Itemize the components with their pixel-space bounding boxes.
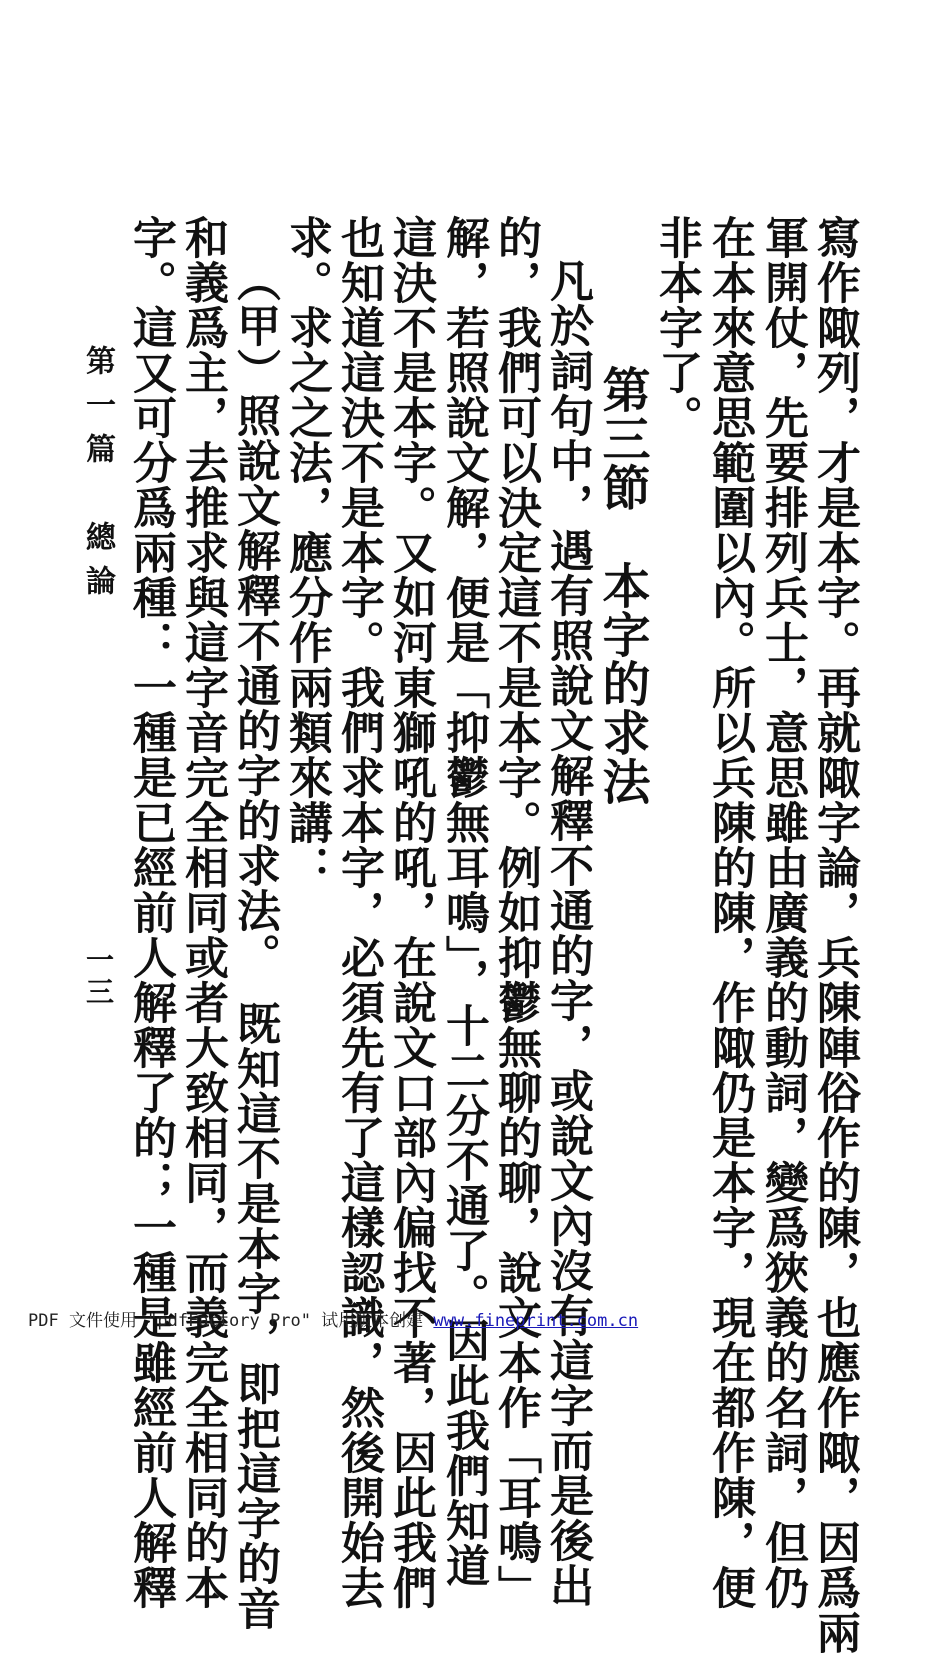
watermark-link[interactable]: www.fineprint.com.cn: [433, 1311, 639, 1331]
text-column-1: 寫作陬列，才是本字。再就陬字論，兵陳陣俗作的陳，也應作陬，因爲兩: [809, 215, 860, 1655]
pdf-watermark: [28, 1306, 638, 1331]
text-column-4: 非本字了。: [651, 215, 702, 440]
text-column-12: 和義爲主，去推求與這字音完全相同或者大致相同，而義完全相同的本: [177, 215, 228, 1610]
text-column-7: 解，若照說文解，便是「抑鬱無耳鳴」，十二分不通了。因此我們知道: [438, 215, 489, 1588]
text-column-13: 字。這又可分爲兩種：一種是已經前人解釋了的；一種是雖經前人解釋: [125, 215, 176, 1610]
text-column-9: 也知道這決不是本字。我們求本字，必須先有了這樣認識，然後開始去: [333, 215, 384, 1610]
text-column-8: 這決不是本字。又如河東獅吼的吼，在說文口部內偏找不著，因此我們: [385, 215, 436, 1610]
watermark-text: PDF 文件使用 "pdfFactory Pro" 试用版本创建: [28, 1311, 434, 1331]
page-number: 一三: [82, 945, 115, 1009]
text-column-6: 的，我們可以決定這不是本字。例如抑鬱無聊的聊，說文本作「耳鳴」: [490, 215, 541, 1610]
section-heading: 第三節 本字的求法: [594, 365, 650, 806]
text-column-3: 在本來意思範圍以內。所以兵陳的陳，作陬仍是本字，現在都作陳，便: [704, 215, 755, 1610]
running-footer: 第一篇 總論: [80, 345, 115, 609]
text-column-11: （甲）照說文解釋不通的字的求法。 既知這不是本字，即把這字的音: [229, 258, 280, 1631]
text-column-2: 軍開仗，先要排列兵士，意思雖由廣義的動詞，變爲狹義的名詞，但仍: [757, 215, 808, 1610]
text-column-5: 凡於詞句中，遇有照說文解釋不通的字，或說文內沒有這字而是後出: [542, 258, 593, 1608]
text-column-10: 求。求之之法，應分作兩類來講：: [281, 215, 332, 890]
